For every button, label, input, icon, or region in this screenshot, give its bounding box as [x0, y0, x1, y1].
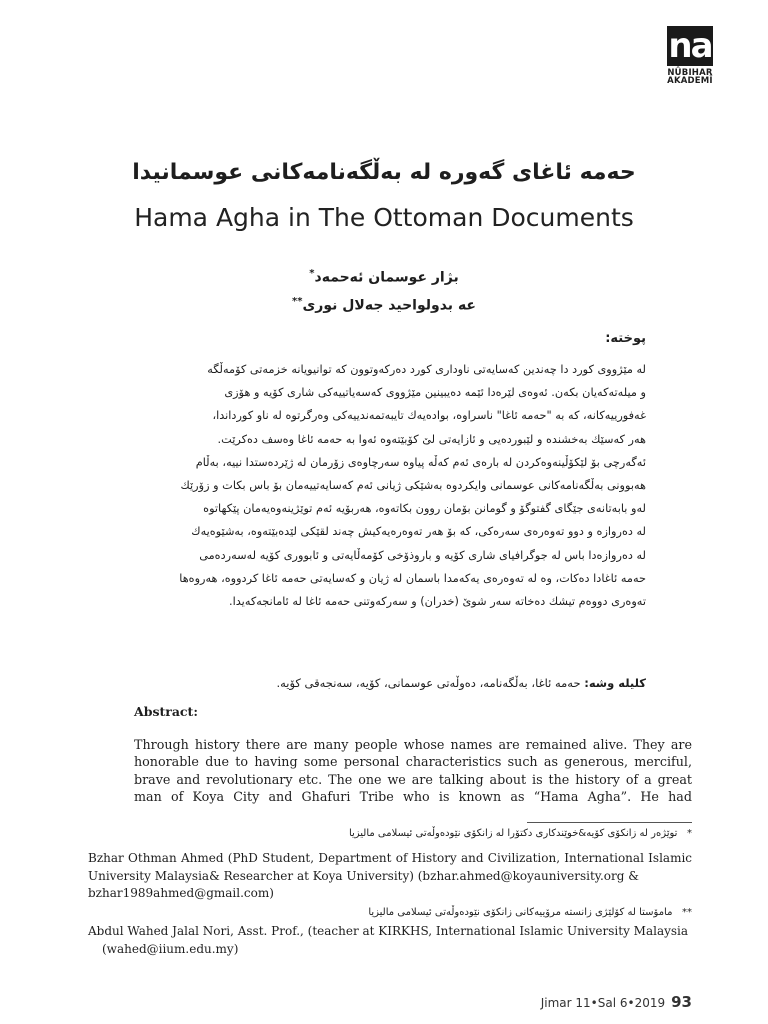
summary-line: ئەگەرچی بۆ لێکۆڵینەوەکردن لە بارەی ئەم کەڵە پیاوە سەرچاوەی زۆرمان لە ژێردەستدا نییە، بەڵام [195, 455, 646, 469]
summary-line: و میلەتەکەیان بکەن. ئەوەی لێرەدا ئێمە دەیبینین مێژووی کەسەیاتییەکی شاری کۆیە و هۆزی [224, 386, 646, 400]
footnote-1-mark: * [687, 828, 692, 839]
keywords-label: کلیلە وشە: [584, 676, 646, 690]
title-kurdish: حەمە ئاغای گەورە لە بەڵگەنامەکانی عوسمانیدا [132, 160, 636, 185]
summary-line: تەوەری دووەم تیشك دەخاتە سەر شوێ (خدران) و سەرکەوتنی حەمە ئاغا لە ئامانجەکەیدا. [229, 595, 646, 609]
keywords [134, 676, 646, 690]
footnote-1-kurdish [132, 828, 692, 839]
summary-line: لە مێژووی کورد دا چەندین کەسایەتی ناوداری کورد دەرکەوتوون کە توانیویانە خزمەتی کۆمەڵگە [207, 363, 646, 376]
summary-line: هەر کەسێك بەخشندە و لێبوردەیی و ئازایەتی لێ کۆبێتەوە ئەوا بە حەمە ئاغا وەسف دەکرێت. [217, 432, 646, 446]
abstract-heading: Abstract: [134, 704, 198, 719]
summary-line: لە دەروازە و دوو تەوەرەی سەرەکی، کە بۆ هەر تەوەرەیەکیش چەند لقێکی لێدەبێتەوە، بەشێوەیەك [191, 525, 646, 539]
summary-line: لە دەروازەدا باس لە جوگرافیای شاری کۆیە و باروذۆخی کۆمەڵایەتی و ئابووری کۆیە لەسەردەمی [199, 548, 646, 562]
page-number: 93 [671, 993, 692, 1011]
page-footer [541, 993, 692, 1011]
author-1-name: بژار عوسمان ئەحمەد [314, 269, 459, 286]
summary-line: هەبوونی بەڵگەنامەکانی عوسمانی وایکردوە بەشێکی ژیانی ئەم کەسایەتییەمان بۆ باس بکات و زۆرێك [180, 479, 646, 493]
journal-issue: Jimar 11•Sal 6•2019 [540, 996, 666, 1010]
author-2 [200, 296, 568, 314]
footnote-2-english [88, 923, 692, 958]
footnote-2-kurdish [132, 907, 692, 918]
summary-line: حەمە ئاغادا دەکات، وە لە تەوەرەی یەکەمدا باسمان لە ژیان و کەسایەتی حەمە ئاغا کردووە، هەروەها [179, 571, 646, 585]
publisher-logo [667, 26, 713, 85]
footnote-1-ku-text: توێژەر لە زانکۆی کۆیە&خوێندکاری دکتۆرا لە زانکۆی نێودەوڵەتی ئیسلامی مالیزیا [348, 828, 678, 839]
author-1 [200, 268, 568, 286]
logo-mark: na [668, 26, 712, 66]
author-1-mark: * [309, 268, 315, 279]
summary-body [134, 358, 646, 613]
footnote-divider [527, 822, 692, 823]
footnote-2-en-line1: Abdul Wahed Jalal Nori, Asst. Prof., (teacher at KIRKHS, International Islamic University Malaysia [88, 924, 689, 938]
footnote-2-ku-text: مامۆستا لە کۆلێژی زانستە مرۆییەکانی زانکۆی نێودەوڵەتی ئیسلامی مالیزیا [368, 907, 673, 918]
footnote-1-english [88, 850, 692, 903]
summary-heading: پوختە: [605, 331, 646, 346]
logo-name-line1: NÛBIHAR [667, 68, 713, 78]
author-2-mark: ** [292, 296, 303, 307]
footnote-1-en-line1: Bzhar Othman Ahmed (PhD Student, Department of History and Civilization, International Islamic University Malaysia& Researcher at Koya University) (bzhar.ahmed@koyauniversity.org & [88, 851, 692, 883]
title-english: Hama Agha in The Ottoman Documents [134, 203, 634, 232]
summary-line: غەفورییەکانە، کە بە "حەمە ئاغا" ناسراوە، بوادەیەك تایبەتمەندییەکی وەرگرتوە لە ناو کورداندا، [212, 409, 646, 423]
footnote-2-mark: ** [682, 907, 692, 918]
logo-name-line2: AKADEMÎ [667, 76, 713, 86]
abstract-text: Through history there are many people whose names are remained alive. They are honorable due to having some personal characteristics such as generous, merciful, brave and revolutionary etc. The one we are talking about is the history of a great man of Koya City and Ghafuri Tribe who is known as “Hama Agha”. He had [134, 737, 692, 805]
footnote-2-en-line2: (wahed@iium.edu.my) [102, 941, 239, 956]
summary-line: لەو بابەتانەی جێگای گفتوگۆ و گومانن بۆمان روون بکاتەوە، هەربۆیە ئەم توێژینەوەیەمان پێکهاتوە [203, 502, 646, 516]
author-2-name: عە بدولواحید جەلال نوری [302, 297, 476, 314]
footnote-1-en-line2: bzhar1989ahmed@gmail.com) [88, 886, 274, 900]
keywords-text: حەمە ئاغا، بەڵگەنامە، دەوڵەتی عوسمانی، کۆیە، سەنجەقی کۆیە. [276, 676, 581, 690]
